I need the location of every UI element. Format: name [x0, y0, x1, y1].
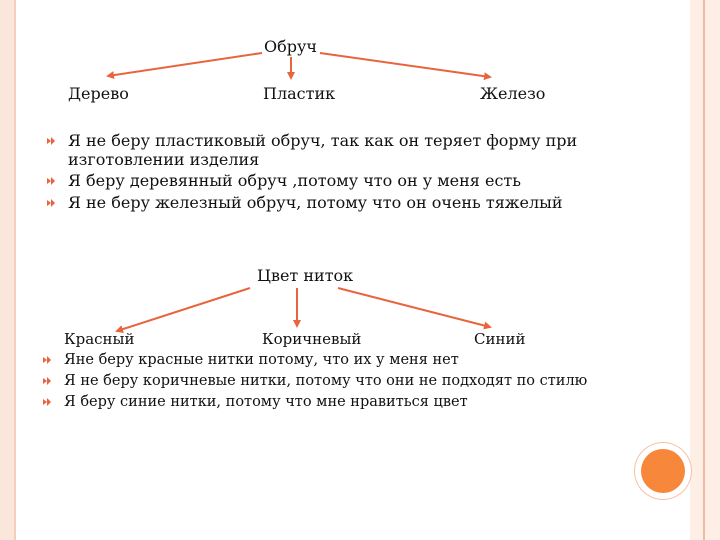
diagram2-child-blue: Синий — [474, 330, 526, 348]
bullet-text: Я не беру пластиковый обруч, так как он теряет форму при изготовлении изделия — [68, 131, 578, 169]
bullet-icon — [46, 176, 56, 186]
diagram1-child-iron: Железо — [480, 84, 546, 103]
diagram1-child-wood: Дерево — [68, 84, 129, 103]
diagram1-root: Обруч — [264, 37, 317, 56]
bullet-icon — [42, 397, 52, 407]
bullet-text: Я не беру коричневые нитки, потому что они не подходят по стилю — [64, 373, 588, 389]
diagram2-child-brown: Коричневый — [262, 330, 362, 348]
diagram2-bullet-list — [42, 350, 642, 413]
diagram1-bullet-list — [46, 131, 596, 212]
list-item — [42, 371, 642, 392]
bullet-icon — [46, 136, 56, 146]
bullet-icon — [42, 376, 52, 386]
bullet-text: Я беру синие нитки, потому что мне нравиться цвет — [64, 394, 468, 410]
diagram1-child-plastic: Пластик — [263, 84, 336, 103]
bullet-icon — [42, 355, 52, 365]
arrow-root2-left — [117, 288, 250, 331]
list-item — [46, 193, 596, 212]
bullet-icon — [46, 198, 56, 208]
list-item — [46, 171, 596, 190]
diagram2-child-red: Красный — [64, 330, 135, 348]
list-item — [42, 350, 642, 371]
arrow-root2-right — [338, 288, 490, 327]
bullet-text: Я беру деревянный обруч ,потому что он у меня есть — [68, 171, 521, 190]
bullet-text: Я не беру железный обруч, потому что он очень тяжелый — [68, 193, 563, 212]
diagram2-root: Цвет ниток — [257, 266, 354, 285]
list-item — [42, 392, 642, 413]
list-item — [46, 131, 596, 169]
bullet-text: Яне беру красные нитки потому, что их у меня нет — [64, 352, 459, 368]
arrow-root1-right — [320, 53, 490, 77]
arrow-root1-left — [108, 53, 262, 76]
